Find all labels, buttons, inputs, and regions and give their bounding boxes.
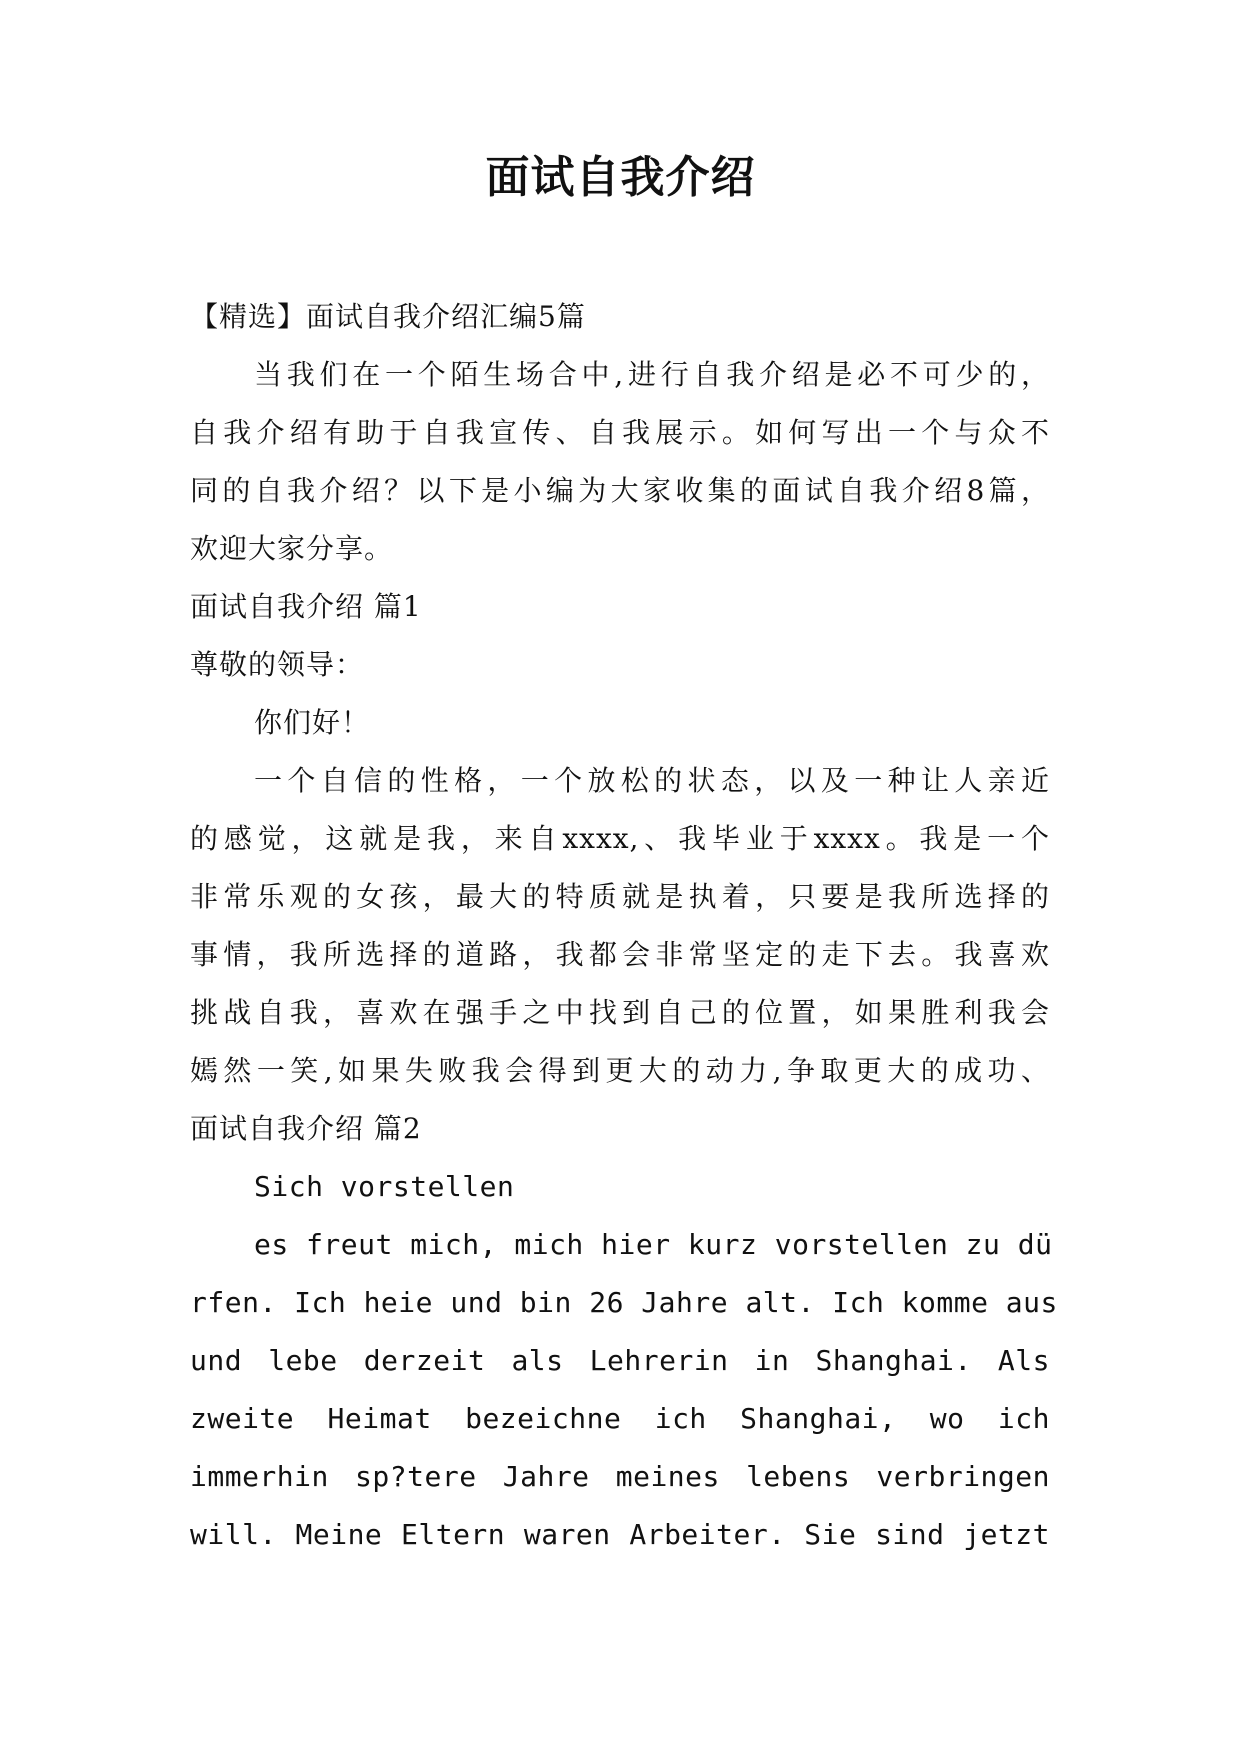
paragraph-line: 的感觉，这就是我，来自xxxx,、我毕业于xxxx。我是一个	[190, 822, 1050, 855]
intro-paragraph-line: 当我们在一个陌生场合中,进行自我介绍是必不可少的，	[254, 358, 1050, 391]
collection-heading: 【精选】面试自我介绍汇编5篇	[190, 300, 586, 333]
german-paragraph-line: zweite Heimat bezeichne ich Shanghai, wo ich	[190, 1402, 1050, 1435]
paragraph-line: 挑战自我，喜欢在强手之中找到自己的位置，如果胜利我会	[190, 996, 1050, 1029]
german-paragraph-line: und lebe derzeit als Lehrerin in Shanghai. Als	[190, 1344, 1050, 1377]
document-title: 面试自我介绍	[485, 152, 756, 203]
intro-paragraph-line: 同的自我介绍？以下是小编为大家收集的面试自我介绍8篇，	[190, 474, 1050, 507]
paragraph-line: 事情，我所选择的道路，我都会非常坚定的走下去。我喜欢	[190, 938, 1050, 971]
german-paragraph-line: will. Meine Eltern waren Arbeiter. Sie sind jetzt	[190, 1518, 1050, 1551]
paragraph-line: 嫣然一笑,如果失败我会得到更大的动力,争取更大的成功、	[190, 1054, 1050, 1087]
document-body	[190, 288, 1058, 1564]
section-heading: 面试自我介绍 篇1	[190, 590, 422, 623]
paragraph-line: 非常乐观的女孩，最大的特质就是执着，只要是我所选择的	[190, 880, 1050, 913]
salutation: 尊敬的领导：	[190, 648, 365, 681]
intro-paragraph-line: 欢迎大家分享。	[190, 532, 394, 565]
german-paragraph-line: es freut mich, mich hier kurz vorstellen zu dü	[254, 1228, 1053, 1261]
intro-paragraph-line: 自我介绍有助于自我宣传、自我展示。如何写出一个与众不	[190, 416, 1050, 449]
section-heading: 面试自我介绍 篇2	[190, 1112, 422, 1145]
german-paragraph-line: immerhin sp?tere Jahre meines lebens verbringen	[190, 1460, 1050, 1493]
paragraph-line: 一个自信的性格，一个放松的状态，以及一种让人亲近	[254, 764, 1050, 797]
german-heading: Sich vorstellen	[254, 1170, 515, 1203]
greeting: 你们好！	[254, 706, 371, 739]
german-paragraph-line: rfen. Ich heie und bin 26 Jahre alt. Ich komme aus	[190, 1286, 1058, 1319]
